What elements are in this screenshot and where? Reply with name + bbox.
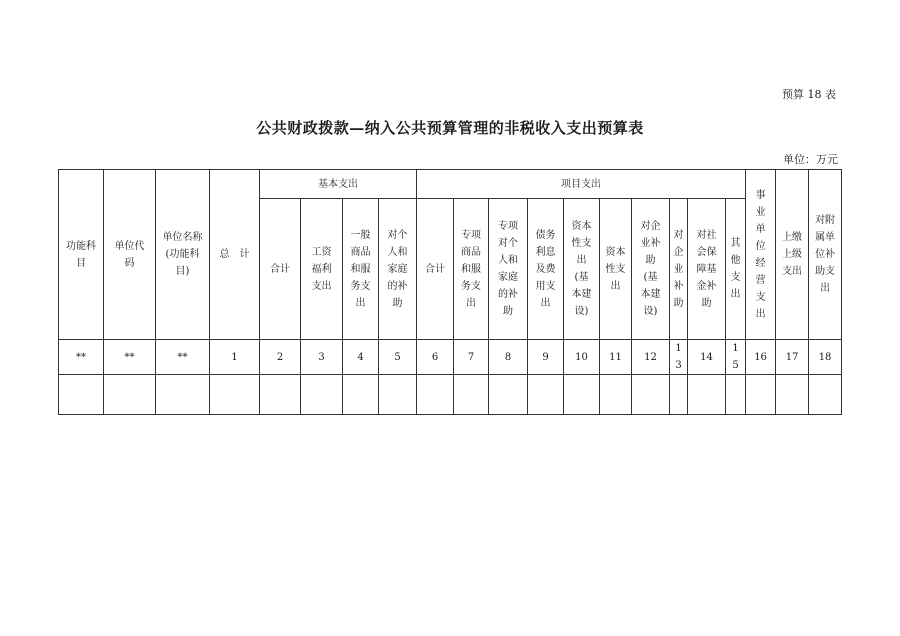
- data-cell: [776, 375, 809, 415]
- data-cell: [301, 375, 343, 415]
- data-cell: [454, 375, 489, 415]
- data-cell: [809, 375, 842, 415]
- data-cell: [379, 375, 417, 415]
- index-cell: 2: [260, 340, 301, 375]
- header-basic-expenditure: 基本支出: [260, 170, 417, 199]
- index-cell: 1: [210, 340, 260, 375]
- data-cell: [156, 375, 210, 415]
- index-cell: 6: [417, 340, 454, 375]
- data-cell: [489, 375, 528, 415]
- data-cell: [210, 375, 260, 415]
- data-cell: [260, 375, 301, 415]
- header-unit-name: 单位名称 (功能科 目): [156, 170, 210, 340]
- budget-table: [58, 169, 842, 415]
- index-cell: 4: [343, 340, 379, 375]
- index-cell: 12: [632, 340, 670, 375]
- basic-col-header: 工资 福利 支出: [301, 199, 343, 340]
- data-cell: [600, 375, 632, 415]
- basic-col-header: 合计: [260, 199, 301, 340]
- index-cell: **: [104, 340, 156, 375]
- data-cell: [104, 375, 156, 415]
- data-cell: [688, 375, 726, 415]
- header-row-groups: [59, 170, 842, 199]
- index-cell: 8: [489, 340, 528, 375]
- data-cell: [726, 375, 746, 415]
- index-cell: 14: [688, 340, 726, 375]
- data-cell: [746, 375, 776, 415]
- header-unit-code: 单位代 码: [104, 170, 156, 340]
- project-col-header: 专项 对个 人和 家庭 的补 助: [489, 199, 528, 340]
- data-cell: [59, 375, 104, 415]
- header-total: 总 计: [210, 170, 260, 340]
- table-code: 预算 18 表: [782, 88, 836, 101]
- data-cell: [528, 375, 564, 415]
- index-cell: 7: [454, 340, 489, 375]
- basic-col-header: 一般 商品 和服 务支 出: [343, 199, 379, 340]
- unit-label: 单位：万元: [783, 153, 838, 166]
- index-cell: 3: [301, 340, 343, 375]
- index-cell: 1 5: [726, 340, 746, 375]
- project-col-header: 对社 会保 障基 金补 助: [688, 199, 726, 340]
- data-cell: [564, 375, 600, 415]
- project-col-header: 专项 商品 和服 务支 出: [454, 199, 489, 340]
- index-cell: 10: [564, 340, 600, 375]
- index-cell: 17: [776, 340, 809, 375]
- index-cell: **: [156, 340, 210, 375]
- header-business-expenditure: 事 业 单 位 经 营 支 出: [746, 170, 776, 340]
- header-affiliate-subsidy: 对附 属单 位补 助支 出: [809, 170, 842, 340]
- project-col-header: 资本 性支 出 (基 本建 设): [564, 199, 600, 340]
- project-col-header: 合计: [417, 199, 454, 340]
- project-col-header: 对 企 业 补 助: [670, 199, 688, 340]
- project-col-header: 债务 利息 及费 用支 出: [528, 199, 564, 340]
- index-cell: 1 3: [670, 340, 688, 375]
- project-col-header: 其 他 支 出: [726, 199, 746, 340]
- index-cell: 9: [528, 340, 564, 375]
- index-row: [59, 340, 842, 375]
- header-func-subject: 功能科 目: [59, 170, 104, 340]
- page-title: 公共财政拨款—纳入公共预算管理的非税收入支出预算表: [256, 119, 644, 137]
- index-cell: **: [59, 340, 104, 375]
- data-cell: [343, 375, 379, 415]
- index-cell: 11: [600, 340, 632, 375]
- project-col-header: 对企 业补 助 (基 本建 设): [632, 199, 670, 340]
- table-row: [59, 375, 842, 415]
- index-cell: 18: [809, 340, 842, 375]
- data-cell: [670, 375, 688, 415]
- index-cell: 16: [746, 340, 776, 375]
- index-cell: 5: [379, 340, 417, 375]
- header-upper-payment: 上缴 上级 支出: [776, 170, 809, 340]
- basic-col-header: 对个 人和 家庭 的补 助: [379, 199, 417, 340]
- data-cell: [632, 375, 670, 415]
- project-col-header: 资本 性支 出: [600, 199, 632, 340]
- header-project-expenditure: 项目支出: [417, 170, 746, 199]
- data-cell: [417, 375, 454, 415]
